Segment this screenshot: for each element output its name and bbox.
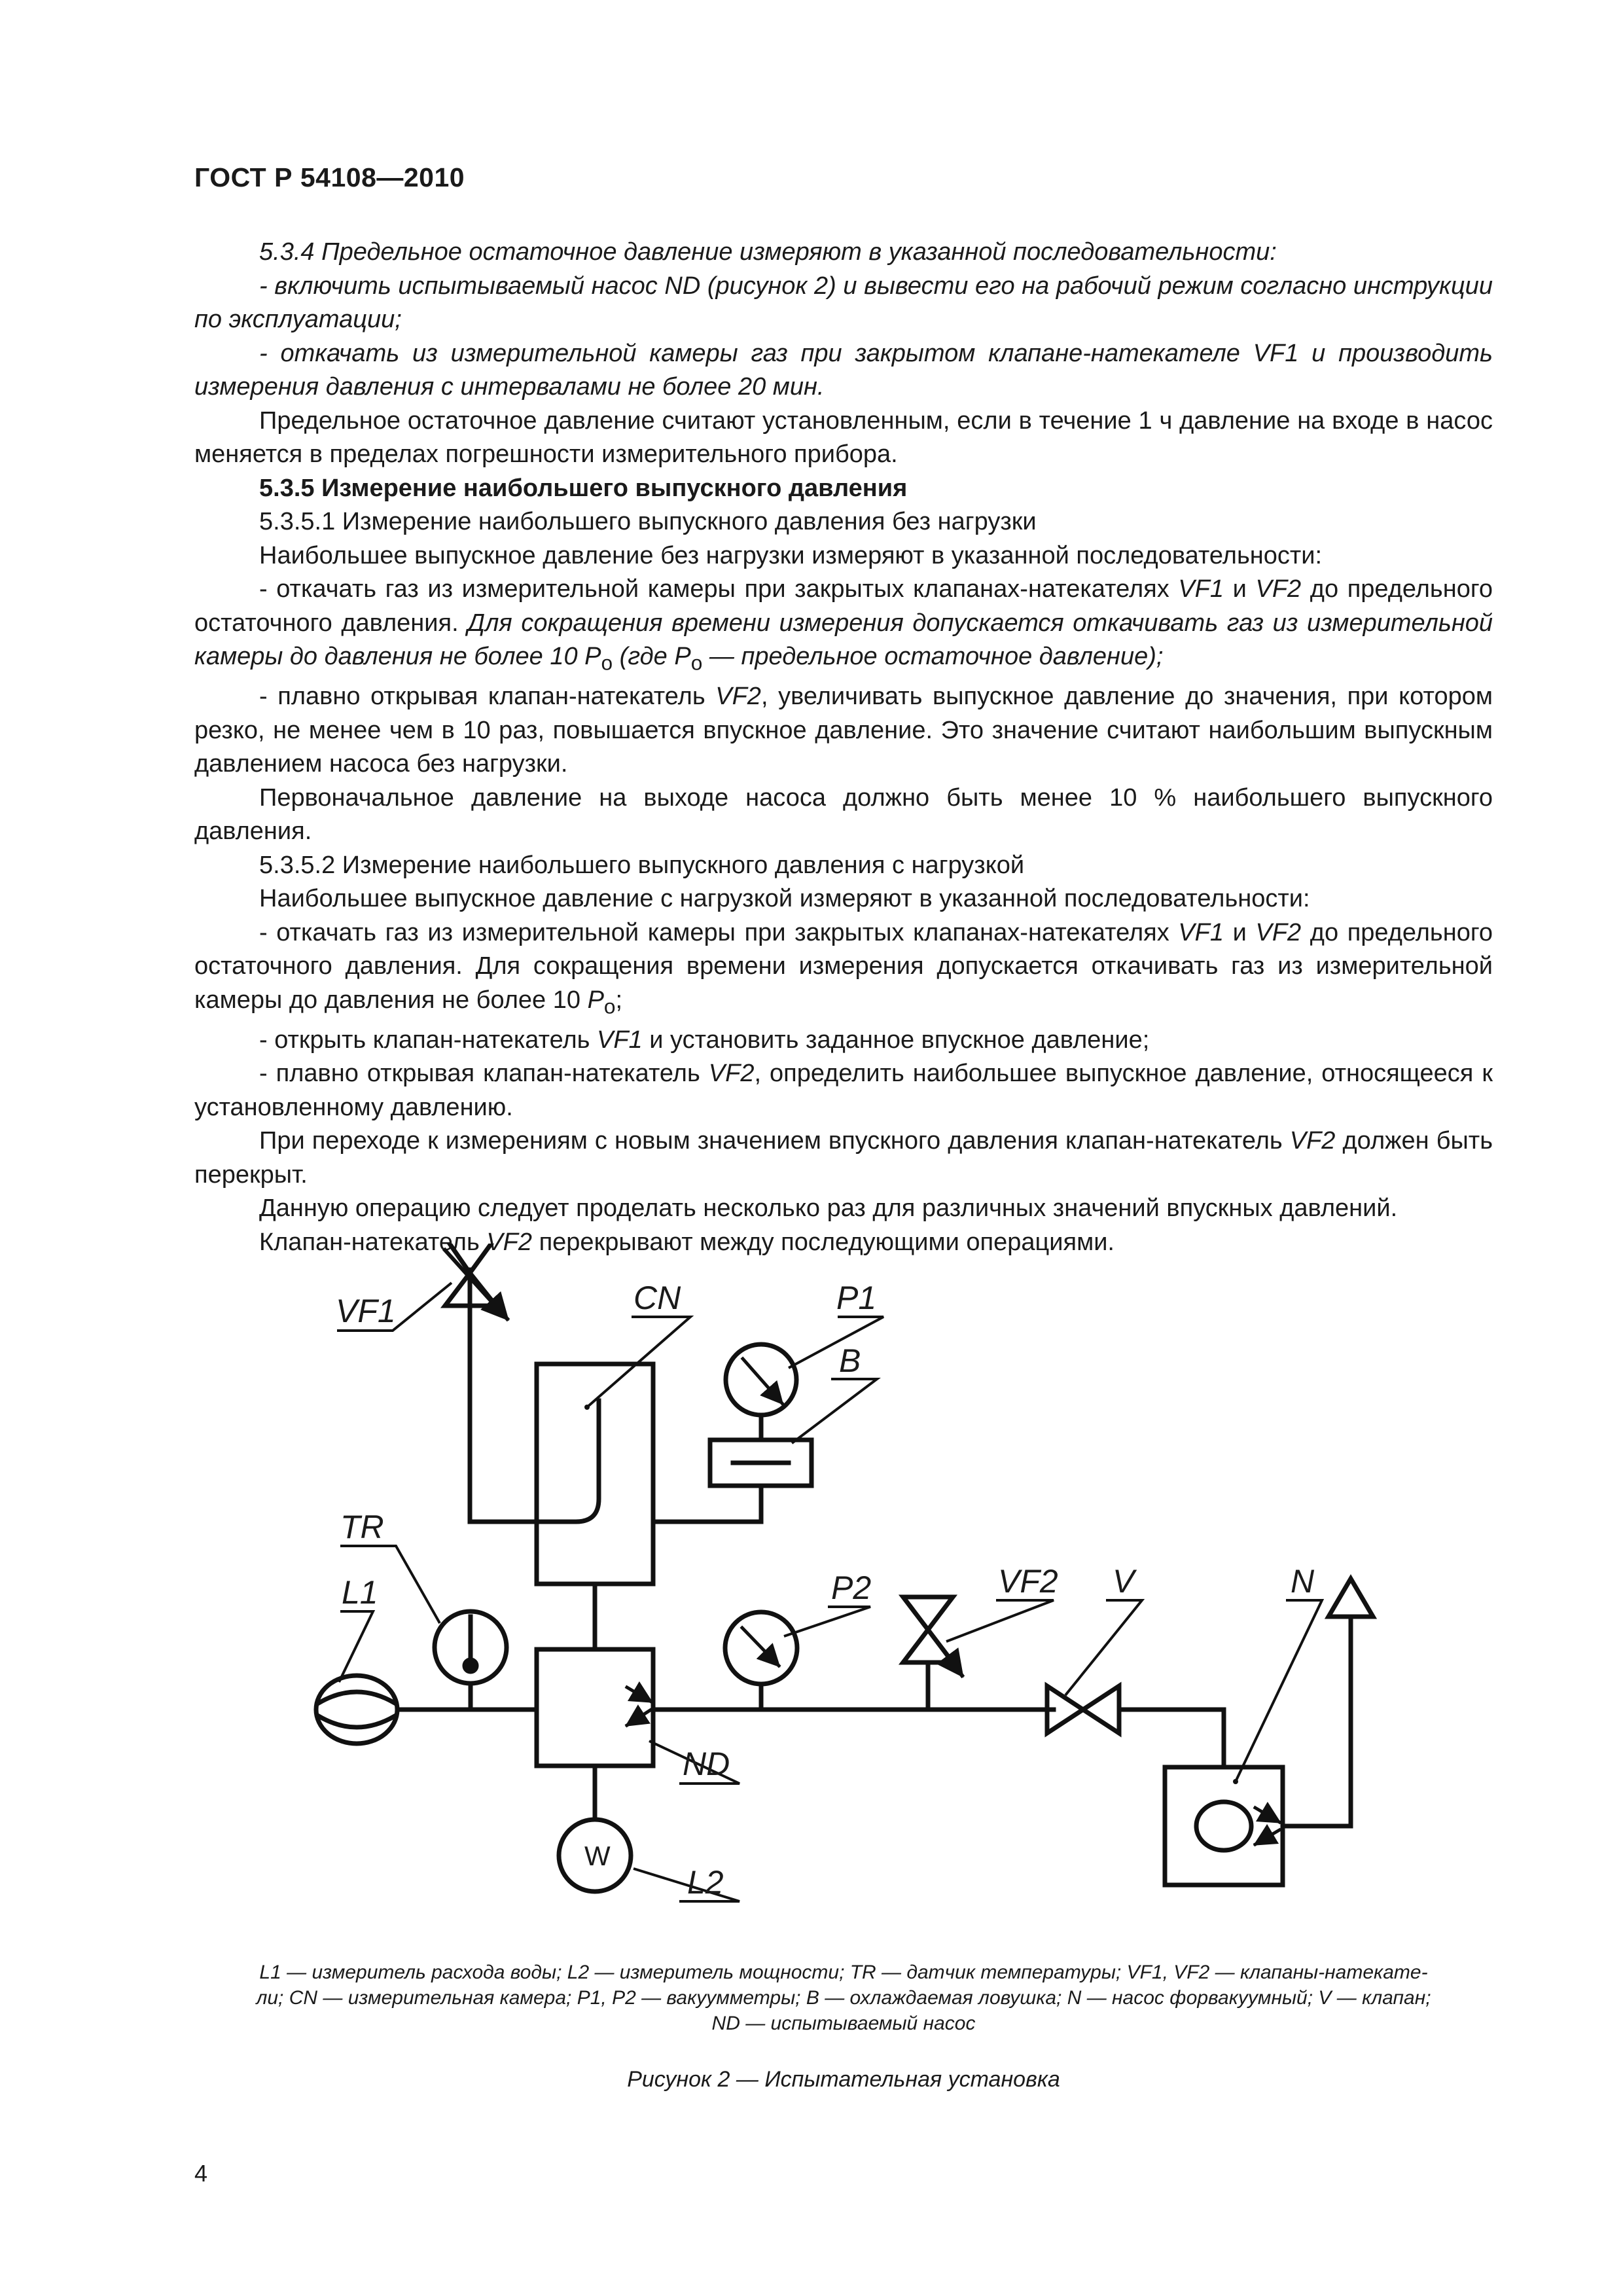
paragraph: Данную операцию следует проделать несколько раз для различных значений впускных давлений. xyxy=(259,1194,1398,1223)
label-l1: L1 xyxy=(342,1574,378,1611)
page-number: 4 xyxy=(194,2160,208,2187)
paragraph: - откачать из измерительной камеры газ при закрытом клапане-натекателе VF1 и производить измерения давления с интервалами не более 20 мин. xyxy=(194,339,1493,401)
figure-caption: Рисунок 2 — Испытательная установка xyxy=(627,2067,1060,2092)
label-p2: P2 xyxy=(831,1570,872,1606)
subsection-heading: 5.3.5.2 Измерение наибольшего выпускного давления с нагрузкой xyxy=(259,851,1025,879)
diagram-svg xyxy=(0,1244,1623,1964)
tested-pump-nd xyxy=(537,1649,653,1766)
paragraph: Предельное остаточное давление считают установленным, если в течение 1 ч давление на входе в насос меняется в пределах погрешности измерительного прибора. xyxy=(194,406,1493,468)
label-l2: L2 xyxy=(687,1864,724,1901)
measuring-chamber-cn xyxy=(537,1364,653,1584)
paragraph: Наибольшее выпускное давление без нагрузки измеряют в указанной последовательности: xyxy=(259,541,1323,569)
test-setup-diagram xyxy=(0,1244,1623,1964)
label-vf1: VF1 xyxy=(336,1293,396,1329)
label-v: V xyxy=(1113,1563,1135,1600)
paragraph: - плавно открывая клапан-натекатель VF2, увеличивать выпускное давление до значения, при котором резко, не менее чем в 10 раз, повышается впускное давление. Это значение считают наибольшим выпускным давлением насоса без нагрузки. xyxy=(194,683,1493,778)
subsection-heading: 5.3.5.1 Измерение наибольшего выпускного давления без нагрузки xyxy=(259,508,1037,535)
exhaust-symbol xyxy=(1329,1579,1373,1617)
paragraph: 5.3.4 Предельное остаточное давление измеряют в указанной последовательности: xyxy=(259,238,1277,266)
document-header: ГОСТ Р 54108—2010 xyxy=(194,162,465,192)
label-p1: P1 xyxy=(836,1280,877,1316)
label-n: N xyxy=(1291,1563,1315,1600)
section-heading: 5.3.5 Измерение наибольшего выпускного давления xyxy=(259,474,908,502)
label-nd: ND xyxy=(683,1746,730,1782)
paragraph: - включить испытываемый насос ND (рисунок 2) и вывести его на рабочий режим согласно инструкции по эксплуатации; xyxy=(194,272,1493,333)
paragraph: Наибольшее выпускное давление с нагрузкой измеряют в указанной последовательности: xyxy=(259,885,1310,913)
paragraph: - откачать газ из измерительной камеры при закрытых клапанах-натекателях VF1 и VF2 до предельного остаточного давления. Для сокращения времени измерения допускается откачивать газ из измерительной камеры до давления не более 10 $P_о$ (где $P_о$ — предельное остаточное давление); xyxy=(194,575,1493,675)
label-vf2: VF2 xyxy=(998,1563,1058,1600)
label-b: B xyxy=(839,1342,861,1379)
figure-legend: L1 — измеритель расхода воды; L2 — измеритель мощности; TR — датчик температуры; VF1, VF2 — клапаны-натекате- ли; CN — измерительная камера; P1, P2 — вакуумметры; B — охлаждаемая ловушка; N — насос форвакуумный; V — клапан; ND — испытываемый насос xyxy=(256,1962,1431,2034)
body-text xyxy=(194,236,1493,1259)
label-tr: TR xyxy=(340,1509,384,1545)
paragraph: Первоначальное давление на выходе насоса должно быть менее 10 % наибольшего выпускного давления. xyxy=(194,783,1493,846)
paragraph: - плавно открывая клапан-натекатель VF2, определить наибольшее выпускное давление, относящееся к установленному давлению. xyxy=(194,1060,1493,1121)
label-cn: CN xyxy=(633,1280,681,1316)
paragraph: - откачать газ из измерительной камеры при закрытых клапанах-натекателях VF1 и VF2 до предельного остаточного давления. Для сокращения времени измерения допускается откачивать газ из измерительной камеры до давления не более 10 $P_о$; xyxy=(194,918,1493,1018)
water-flow-meter-l1 xyxy=(316,1676,397,1744)
valve-vf2 xyxy=(903,1597,953,1630)
paragraph: При переходе к измерениям с новым значением впускного давления клапан-натекатель VF2 должен быть перекрыт. xyxy=(194,1127,1493,1189)
paragraph: - открыть клапан-натекатель VF1 и установить заданное впускное давление; xyxy=(259,1026,1150,1054)
label-w: W xyxy=(584,1840,611,1871)
paragraph: Клапан-натекатель VF2 перекрывают между последующими операциями. xyxy=(259,1228,1115,1256)
forevacuum-pump-n xyxy=(1165,1767,1283,1885)
